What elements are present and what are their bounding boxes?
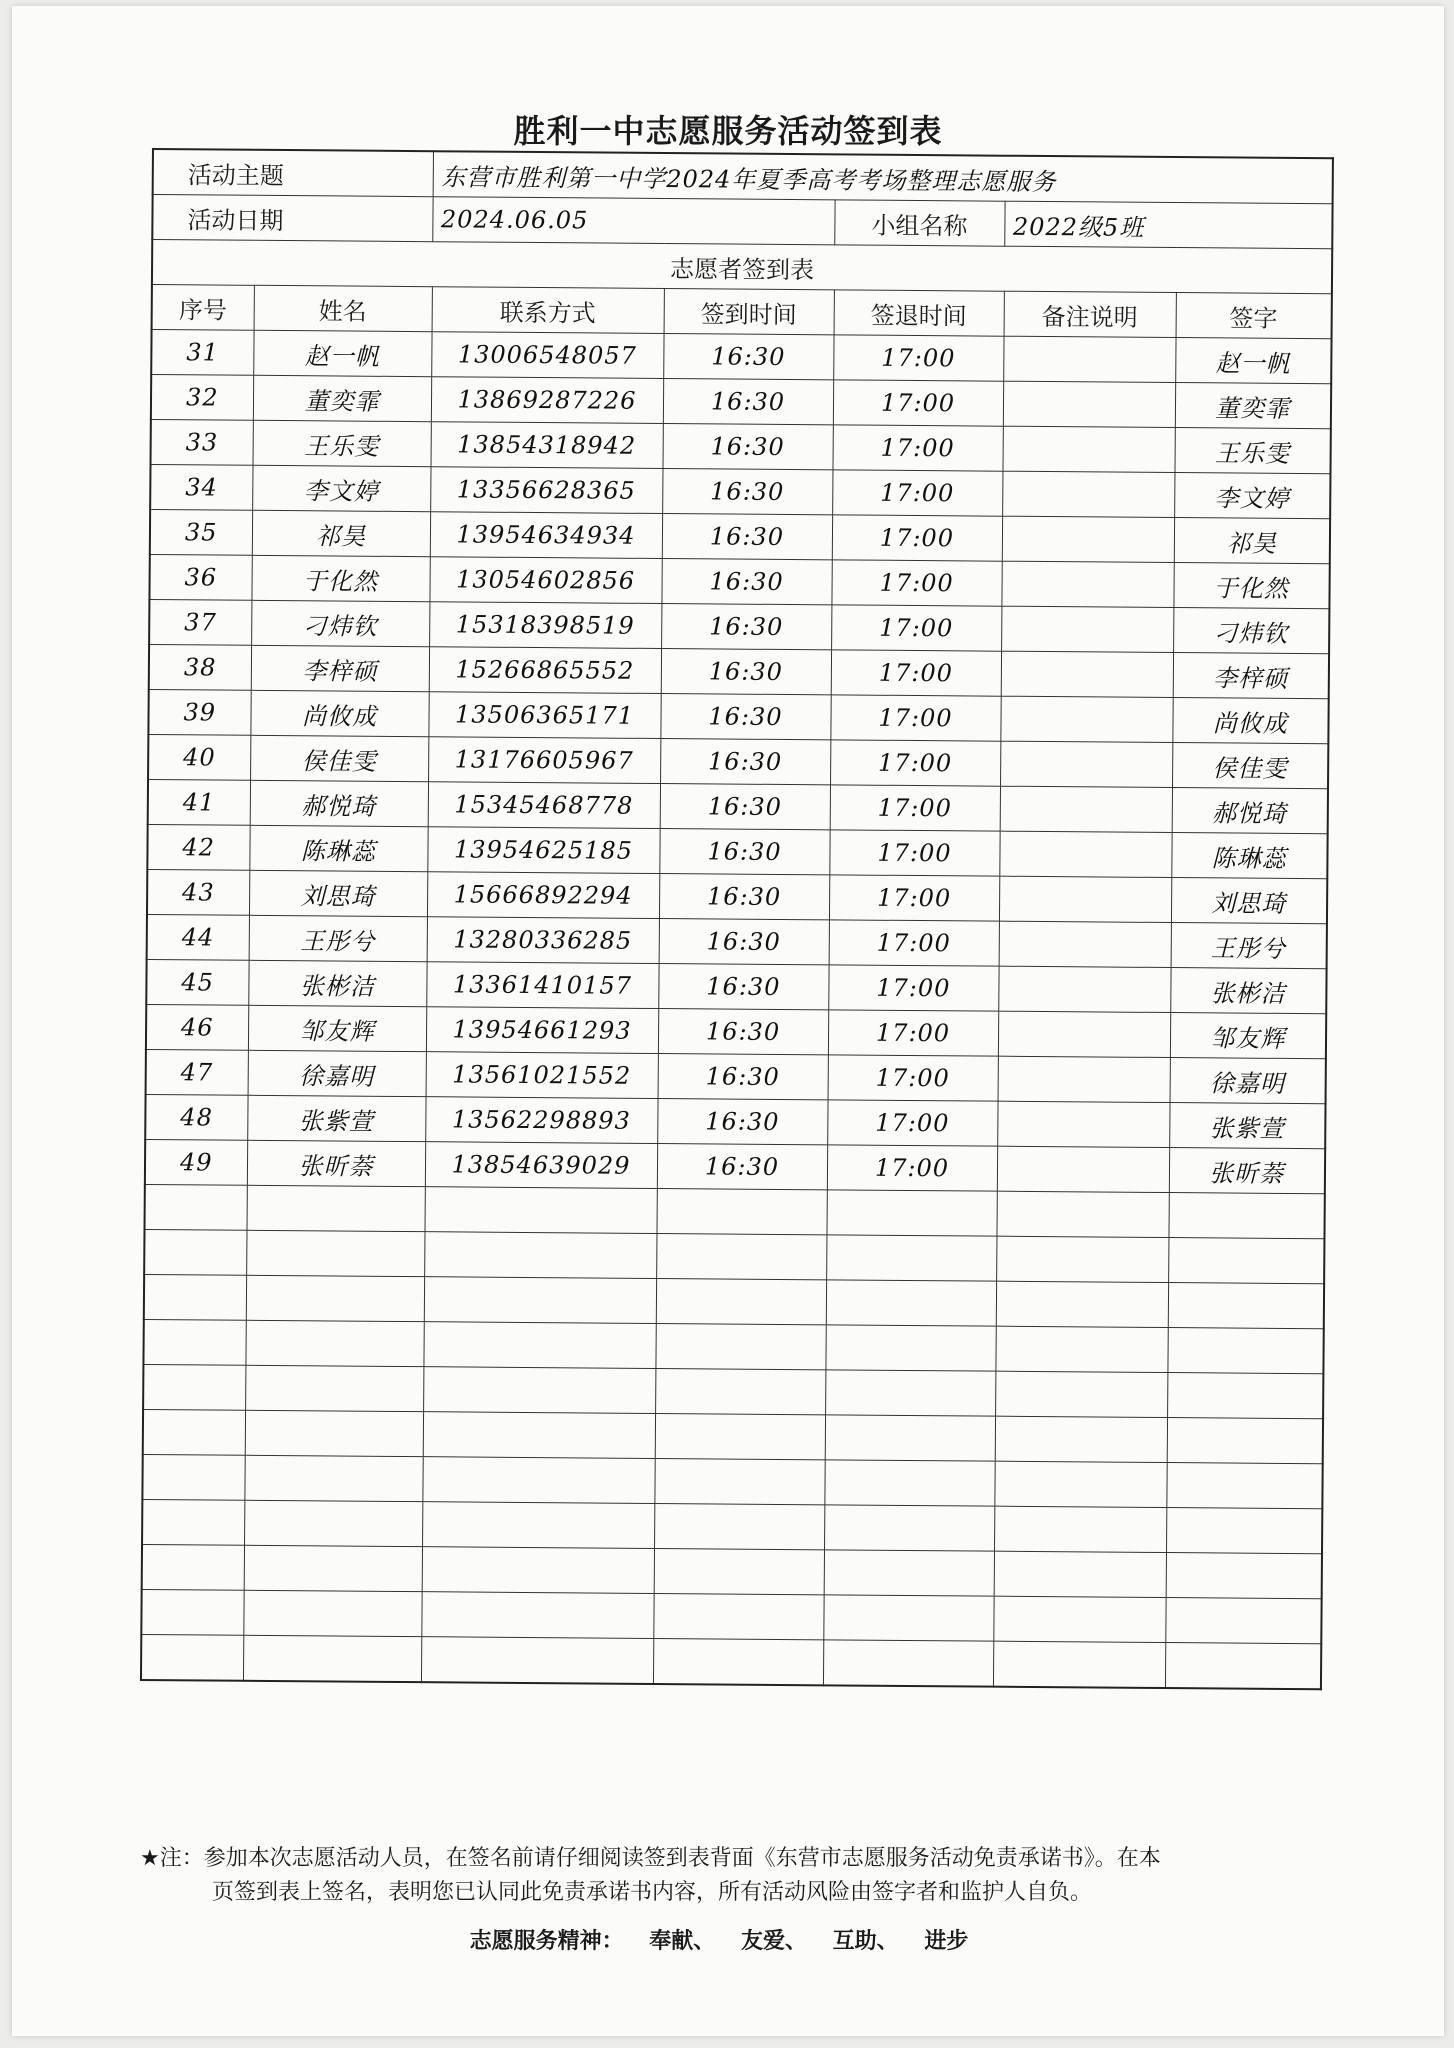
blank-cell [825,1325,995,1371]
blank-cell [244,1500,422,1546]
col-header-no: 序号 [152,285,254,331]
remark-cell [1002,426,1174,472]
remark-cell [1001,561,1173,607]
blank-cell [825,1415,995,1461]
col-header-name: 姓名 [254,285,432,331]
phone-number: 13954625185 [427,827,659,874]
checkout-time: 17:00 [827,1100,997,1146]
remark-cell [997,1146,1169,1192]
remark-cell [1003,336,1175,382]
checkin-time: 16:30 [658,1009,828,1055]
remark-cell [999,921,1171,967]
blank-cell [1167,1328,1323,1374]
row-number: 46 [146,1004,248,1050]
checkin-time: 16:30 [659,919,829,965]
blank-cell [1165,1643,1321,1690]
checkin-time: 16:30 [660,739,830,785]
blank-cell [656,1188,826,1234]
phone-number: 13361410157 [426,962,658,1009]
blank-cell [246,1275,424,1321]
phone-number: 13869287226 [431,377,663,424]
group-label: 小组名称 [834,200,1004,246]
row-number: 49 [145,1139,247,1185]
checkin-time: 16:30 [663,334,833,380]
remark-cell [999,831,1171,877]
blank-cell [996,1281,1168,1327]
phone-number: 13006548057 [431,332,663,379]
blank-cell [421,1637,653,1684]
paper-sheet [12,6,1444,2036]
checkout-time: 17:00 [831,560,1001,606]
checkin-time: 16:30 [662,469,832,515]
signature: 李文婷 [1174,473,1330,519]
blank-cell [245,1320,423,1366]
phone-number: 15345468778 [428,782,660,829]
remark-cell [998,966,1170,1012]
phone-number: 13280336285 [427,917,659,964]
row-number: 44 [147,914,249,960]
signature: 张昕萘 [1169,1148,1325,1194]
blank-cell [141,1589,243,1635]
col-header-phone: 联系方式 [432,287,664,334]
blank-cell [825,1370,995,1416]
row-number: 38 [149,644,251,690]
signature: 陈琳蕊 [1171,833,1327,879]
remark-cell [1002,471,1174,517]
blank-cell [654,1458,824,1504]
signature: 徐嘉明 [1170,1058,1326,1104]
remark-cell [997,1101,1169,1147]
blank-cell [994,1506,1166,1552]
volunteer-name: 邹友辉 [248,1005,426,1051]
blank-cell [243,1635,421,1682]
blank-cell [245,1365,423,1411]
col-header-checkin: 签到时间 [664,289,834,335]
phone-number: 13562298893 [425,1097,657,1144]
blank-cell [423,1412,655,1459]
blank-cell [244,1545,422,1591]
blank-cell [424,1187,656,1234]
checkout-time: 17:00 [829,920,999,966]
signature: 赵一帆 [1175,338,1331,384]
blank-cell [655,1368,825,1414]
blank-cell [656,1233,826,1279]
row-number: 39 [148,689,250,735]
remark-cell [998,1011,1170,1057]
checkout-time: 17:00 [828,1055,998,1101]
row-number: 34 [150,464,252,510]
row-number: 48 [145,1094,247,1140]
checkin-time: 16:30 [661,649,831,695]
blank-cell [423,1367,655,1414]
checkout-time: 17:00 [831,650,1001,696]
checkin-time: 16:30 [663,379,833,425]
checkout-time: 17:00 [829,830,999,876]
remark-cell [1001,651,1173,697]
blank-cell [423,1322,655,1369]
row-number: 43 [147,869,249,915]
signature: 董奕霏 [1175,383,1331,429]
blank-cell [245,1410,423,1456]
volunteer-name: 尚攸成 [250,690,428,736]
blank-cell [823,1595,993,1641]
blank-cell [826,1190,996,1236]
phone-number: 13054602856 [429,557,661,604]
blank-cell [995,1326,1167,1372]
row-number: 40 [148,734,250,780]
blank-cell [1166,1508,1322,1554]
remark-cell [1002,516,1174,562]
blank-row [141,1634,1321,1689]
spirit-item: 友爱、 [740,1929,807,1954]
volunteer-name: 张彬洁 [248,960,426,1006]
blank-cell [144,1229,246,1275]
row-number: 31 [151,330,253,376]
blank-cell [1166,1553,1322,1599]
blank-cell [424,1277,656,1324]
spirit-label: 志愿服务精神： [469,1929,624,1954]
blank-cell [143,1409,245,1455]
blank-cell [143,1364,245,1410]
note-line-2: 页签到表上签名，表明您已认同此免责承诺书内容，所有活动风险由签字者和监护人自负。 [212,1880,1093,1905]
checkin-time: 16:30 [662,424,832,470]
blank-cell [824,1505,994,1551]
blank-cell [826,1280,996,1326]
signature: 李梓硕 [1173,653,1329,699]
volunteer-name: 李文婷 [252,465,430,511]
blank-cell [144,1274,246,1320]
volunteer-name: 赵一帆 [253,330,431,376]
blank-cell [654,1503,824,1549]
volunteer-name: 祁昊 [252,510,430,556]
blank-cell [244,1455,422,1501]
volunteer-name: 李梓硕 [251,645,429,691]
spirit-item: 互助、 [832,1929,899,1954]
blank-cell [995,1416,1167,1462]
volunteer-name: 刘思琦 [249,870,427,916]
row-number: 47 [146,1049,248,1095]
row-number: 36 [149,554,251,600]
volunteer-name: 郝悦琦 [250,780,428,826]
blank-cell [1166,1463,1322,1509]
checkout-time: 17:00 [827,1145,997,1191]
signature: 祁昊 [1174,518,1330,564]
blank-cell [996,1236,1168,1282]
blank-cell [1168,1283,1324,1329]
blank-cell [1167,1373,1323,1419]
blank-cell [142,1544,244,1590]
row-number: 42 [147,824,249,870]
blank-cell [653,1593,823,1639]
spirit-item: 奉献、 [649,1929,716,1954]
volunteer-name: 于化然 [251,555,429,601]
disclaimer-note [140,1842,1340,1910]
topic-label: 活动主题 [153,149,433,197]
phone-number: 15318398519 [429,602,661,649]
blank-cell [142,1499,244,1545]
blank-cell [143,1319,245,1365]
blank-cell [995,1371,1167,1417]
blank-cell [247,1185,425,1231]
signature: 郝悦琦 [1172,788,1328,834]
signature: 刁炜钦 [1173,608,1329,654]
volunteer-name: 侯佳雯 [250,735,428,781]
blank-cell [421,1592,653,1639]
checkout-time: 17:00 [828,965,998,1011]
checkin-time: 16:30 [660,694,830,740]
date-value: 2024.06.05 [432,197,834,245]
blank-cell [142,1454,244,1500]
spirit-item: 进步 [924,1929,969,1954]
volunteer-name: 陈琳蕊 [249,825,427,871]
blank-cell [246,1230,424,1276]
checkout-time: 17:00 [830,785,1000,831]
remark-cell [999,876,1171,922]
volunteer-name: 徐嘉明 [248,1050,426,1096]
signature: 于化然 [1173,563,1329,609]
col-header-checkout: 签退时间 [834,290,1004,336]
blank-cell [655,1323,825,1369]
row-number: 35 [150,509,252,555]
signature: 王彤兮 [1171,923,1327,969]
document-title: 胜利一中志愿服务活动签到表 [513,112,943,150]
blank-cell [145,1184,247,1230]
group-value: 2022级5班 [1004,201,1332,249]
checkout-time: 17:00 [830,740,1000,786]
blank-cell [824,1550,994,1596]
remark-cell [1003,381,1175,427]
blank-cell [424,1232,656,1279]
phone-number: 13954661293 [426,1007,658,1054]
volunteer-name: 张昕萘 [247,1140,425,1186]
row-number: 41 [148,779,250,825]
row-number: 33 [151,419,253,465]
volunteer-name: 王彤兮 [249,915,427,961]
checkout-time: 17:00 [833,335,1003,381]
blank-cell [422,1502,654,1549]
blank-cell [996,1191,1168,1237]
remark-cell [1000,741,1172,787]
blank-cell [1167,1418,1323,1464]
blank-cell [653,1638,823,1685]
volunteer-name: 董奕霏 [253,375,431,421]
col-header-note: 备注说明 [1004,291,1176,337]
checkin-time: 16:30 [657,1098,827,1144]
phone-number: 13954634934 [430,512,662,559]
phone-number: 13356628365 [430,467,662,514]
checkout-time: 17:00 [831,605,1001,651]
blank-cell [994,1461,1166,1507]
checkin-time: 16:30 [659,874,829,920]
blank-cell [823,1640,993,1687]
blank-cell [1168,1193,1324,1239]
checkout-time: 17:00 [828,1010,998,1056]
blank-cell [993,1641,1165,1688]
blank-cell [1168,1238,1324,1284]
phone-number: 13561021552 [426,1052,658,1099]
topic-value: 东营市胜利第一中学2024年夏季高考考场整理志愿服务 [433,151,1333,204]
volunteer-spirit [12,1924,1444,1955]
checkout-time: 17:00 [833,380,1003,426]
col-header-sign: 签字 [1176,293,1332,339]
section-title: 志愿者签到表 [152,240,1332,294]
checkout-time: 17:00 [830,695,1000,741]
row-number: 32 [151,375,253,421]
signin-table [140,148,1334,1690]
checkin-time: 16:30 [658,1054,828,1100]
signature: 尚攸成 [1172,698,1328,744]
blank-cell [826,1235,996,1281]
signature: 侯佳雯 [1172,743,1328,789]
signature: 刘思琦 [1171,878,1327,924]
blank-cell [422,1457,654,1504]
blank-cell [824,1460,994,1506]
signin-sheet [139,148,1332,1847]
blank-cell [654,1548,824,1594]
checkin-time: 16:30 [662,514,832,560]
signature: 邹友辉 [1170,1013,1326,1059]
remark-cell [1001,606,1173,652]
checkin-time: 16:30 [660,784,830,830]
checkin-time: 16:30 [661,604,831,650]
checkin-time: 16:30 [659,829,829,875]
phone-number: 13176605967 [428,737,660,784]
blank-cell [993,1596,1165,1642]
checkout-time: 17:00 [832,515,1002,561]
volunteer-name: 张紫萱 [247,1095,425,1141]
checkout-time: 17:00 [829,875,999,921]
blank-cell [1165,1598,1321,1644]
phone-number: 15266865552 [429,647,661,694]
checkout-time: 17:00 [832,470,1002,516]
remark-cell [998,1056,1170,1102]
remark-cell [1000,696,1172,742]
phone-number: 15666892294 [427,872,659,919]
row-number: 37 [149,599,251,645]
date-label: 活动日期 [152,195,432,242]
row-number: 45 [146,959,248,1005]
blank-cell [994,1551,1166,1597]
phone-number: 13854318942 [431,422,663,469]
blank-cell [141,1634,243,1680]
volunteer-name: 刁炜钦 [251,600,429,646]
signature: 张彬洁 [1170,968,1326,1014]
phone-number: 13854639029 [425,1142,657,1189]
checkout-time: 17:00 [832,425,1002,471]
blank-cell [243,1590,421,1636]
blank-cell [422,1547,654,1594]
blank-cell [656,1278,826,1324]
phone-number: 13506365171 [428,692,660,739]
checkin-time: 16:30 [657,1143,827,1189]
checkin-time: 16:30 [658,964,828,1010]
remark-cell [1000,786,1172,832]
checkin-time: 16:30 [661,559,831,605]
signature: 张紫萱 [1169,1103,1325,1149]
note-line-1: ★注：参加本次志愿活动人员，在签名前请仔细阅读签到表背面《东营市志愿服务活动免责承诺书》。在本 [140,1846,1161,1871]
volunteer-name: 王乐雯 [253,420,431,466]
signature: 王乐雯 [1174,428,1330,474]
blank-cell [655,1413,825,1459]
